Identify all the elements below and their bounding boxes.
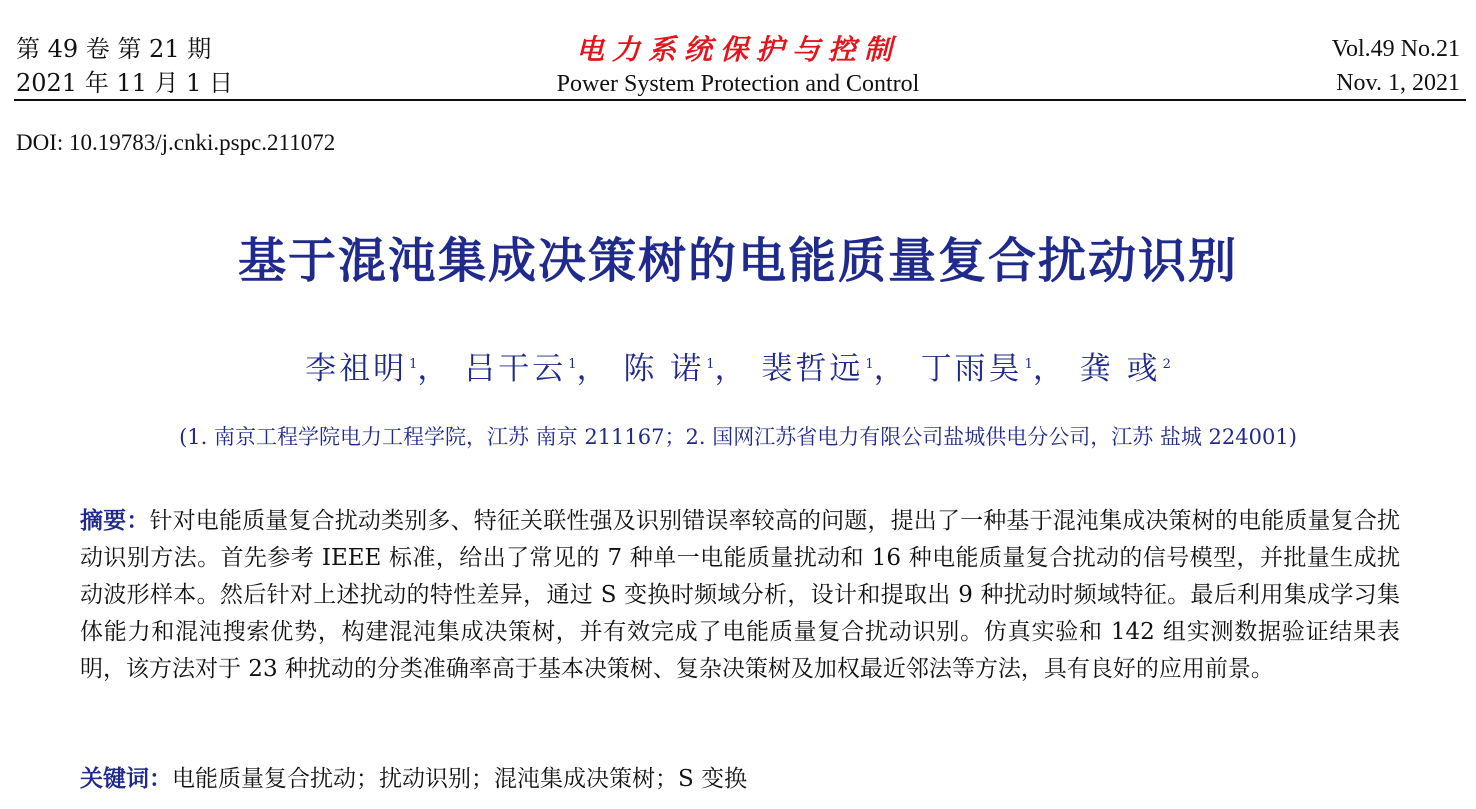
- author-separator: ，: [576, 351, 611, 387]
- author-affil-mark: 1: [409, 356, 418, 372]
- header-rule: [14, 99, 1466, 101]
- author-name: 吕干云: [464, 351, 567, 387]
- date-en: Nov. 1, 2021: [1336, 70, 1460, 96]
- author-affil-mark: 1: [706, 356, 715, 372]
- author-name: 龚 彧: [1079, 351, 1161, 387]
- keywords: [80, 762, 1400, 796]
- author-name: 陈 诺: [623, 351, 705, 387]
- journal-name-en: Power System Protection and Control: [556, 71, 920, 97]
- keywords-label: 关键词：: [80, 766, 172, 792]
- volume-issue-en: Vol.49 No.21: [1331, 36, 1460, 62]
- author-name: 裴哲远: [761, 351, 864, 387]
- affiliations: (1. 南京工程学院电力工程学院，江苏 南京 211167；2. 国网江苏省电力有限公司盐城供电分公司，江苏 盐城 224001): [179, 425, 1297, 449]
- author-affil-mark: 2: [1162, 356, 1171, 372]
- author-list: [0, 343, 1476, 388]
- date-cn: 2021 年 11 月 1 日: [16, 69, 234, 97]
- doi: DOI: 10.19783/j.cnki.pspc.211072: [16, 130, 336, 155]
- author-name: 李祖明: [305, 351, 408, 387]
- abstract-text: 针对电能质量复合扰动类别多、特征关联性强及识别错误率较高的问题，提出了一种基于混沌集成决策树的电能质量复合扰动识别方法。首先参考 IEEE 标准，给出了常见的 7 种单一电能质量扰动和 16 种电能质量复合扰动的信号模型，并批量生成扰动波形样本。然后针对上述扰动的特性差异，通过 S 变换时频域分析，设计和提取出 9 种扰动时频域特征。最后利用集成学习集体能力和混沌搜索优势，构建混沌集成决策树，并有效完成了电能质量复合扰动识别。仿真实验和 142 组实测数据验证结果表明，该方法对于 23 种扰动的分类准确率高于基本决策树、复杂决策树及加权最近邻法等方法，具有良好的应用前景。: [80, 508, 1401, 682]
- paper-title: 基于混沌集成决策树的电能质量复合扰动识别: [237, 233, 1238, 289]
- author-separator: ，: [714, 351, 749, 387]
- author-separator: ，: [1032, 351, 1067, 387]
- author-affil-mark: 1: [1024, 356, 1033, 372]
- author-separator: ，: [873, 351, 908, 387]
- author-separator: ，: [417, 351, 452, 387]
- journal-name-cn: 电力系统保护与控制: [575, 33, 900, 66]
- abstract: [80, 503, 1400, 688]
- volume-issue-cn: 第 49 卷 第 21 期: [16, 35, 212, 63]
- author-name: 丁雨昊: [920, 351, 1023, 387]
- issue-info-en: [1332, 32, 1460, 100]
- abstract-label: 摘要：: [80, 508, 150, 534]
- journal-name: [0, 32, 1476, 100]
- author-affil-mark: 1: [568, 356, 577, 372]
- keywords-text: 电能质量复合扰动；扰动识别；混沌集成决策树；S 变换: [172, 766, 748, 792]
- author-affil-mark: 1: [865, 356, 874, 372]
